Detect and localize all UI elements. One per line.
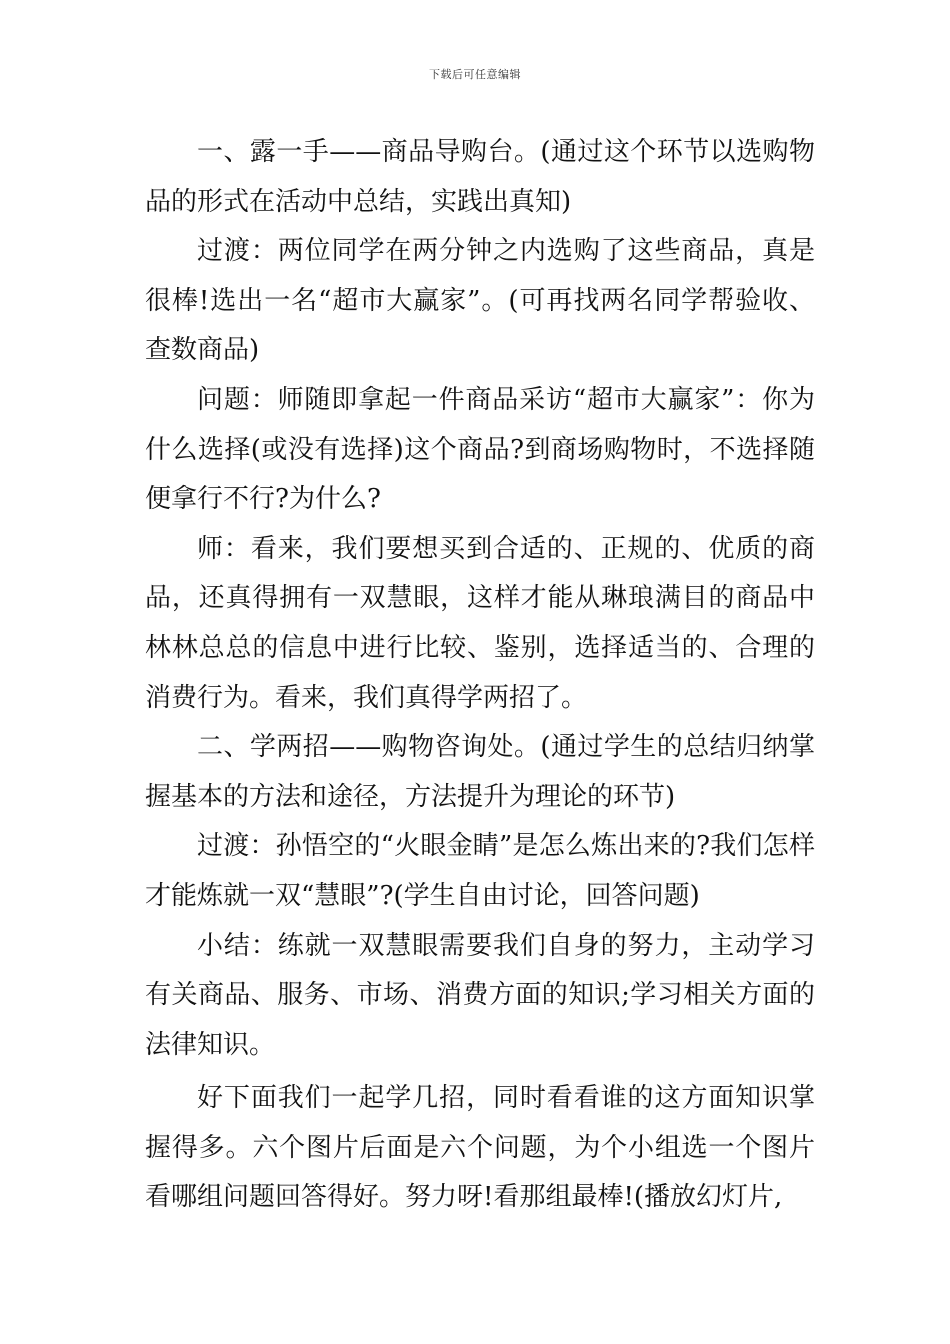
paragraph-8: 好下面我们一起学几招，同时看看谁的这方面知识掌握得多。六个图片后面是六个问题，为个小组选一个图片看哪组问题回答得好。努力呀!看那组最棒!(播放幻灯片,: [145, 1083, 815, 1213]
page-header: 下载后可任意编辑: [429, 68, 521, 81]
paragraph-1: 一、露一手——商品导购台。(通过这个环节以选购物品的形式在活动中总结，实践出真知): [145, 137, 815, 217]
document-body: [145, 128, 815, 1223]
paragraph-2: 过渡：两位同学在两分钟之内选购了这些商品，真是很棒!选出一名“超市大赢家”。(可再找两名同学帮验收、查数商品): [145, 236, 815, 366]
paragraph-5: 二、学两招——购物咨询处。(通过学生的总结归纳掌握基本的方法和途径，方法提升为理论的环节): [145, 732, 815, 812]
paragraph-3: 问题：师随即拿起一件商品采访“超市大赢家”：你为什么选择(或没有选择)这个商品?到商场购物时，不选择随便拿行不行?为什么?: [145, 384, 815, 515]
paragraph-4: 师：看来，我们要想买到合适的、正规的、优质的商品，还真得拥有一双慧眼，这样才能从琳琅满目的商品中林林总总的信息中进行比较、鉴别，选择适当的、合理的消费行为。看来，我们真得学两招了。: [145, 533, 815, 713]
paragraph-7: 小结：练就一双慧眼需要我们自身的努力，主动学习有关商品、服务、市场、消费方面的知识;学习相关方面的法律知识。: [145, 930, 815, 1060]
paragraph-6: 过渡：孙悟空的“火眼金睛”是怎么炼出来的?我们怎样才能炼就一双“慧眼”?(学生自由讨论，回答问题): [145, 831, 815, 911]
